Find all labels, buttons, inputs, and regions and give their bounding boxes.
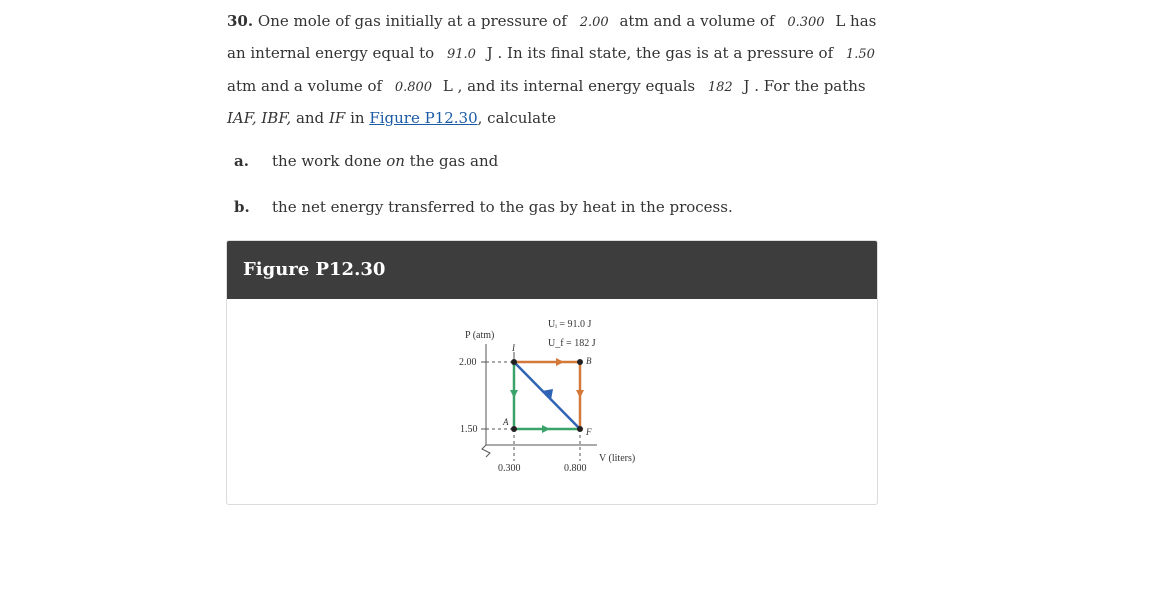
text-8: and <box>295 108 325 127</box>
path-if-text: IF <box>328 108 346 127</box>
final-energy-value: 182 <box>707 79 733 95</box>
text-4: J . In its final state, the gas is at a pressure of <box>486 44 834 63</box>
axis-break-icon <box>482 445 490 457</box>
text-5: atm and a volume of <box>227 76 383 95</box>
part-a-before: the work done <box>272 152 382 170</box>
paths-text: IAF, IBF, <box>227 108 292 127</box>
arrow-IA-icon <box>510 390 518 398</box>
final-pressure-value: 1.50 <box>845 47 875 63</box>
point-F <box>577 426 583 432</box>
final-energy-label: U_f = 182 J <box>548 338 596 349</box>
initial-energy-value: 91.0 <box>447 47 476 63</box>
text-2: atm and a volume of <box>619 12 775 30</box>
point-F-label: F <box>586 427 592 437</box>
question-parts <box>227 148 887 240</box>
point-A-label: A <box>503 417 509 427</box>
text-1: One mole of gas initially at a pressure of <box>257 12 567 30</box>
arrow-IB-icon <box>556 358 564 366</box>
pv-diagram <box>227 299 877 504</box>
initial-energy-label: Uᵢ = 91.0 J <box>548 319 592 330</box>
point-B <box>577 359 583 365</box>
x-tick-label-0-3: 0.300 <box>498 463 521 474</box>
x-tick-label-0-8: 0.800 <box>564 463 587 474</box>
x-axis-label: V (liters) <box>599 453 636 464</box>
arrow-AF-icon <box>542 425 550 433</box>
point-B-label: B <box>586 356 592 366</box>
problem-statement <box>227 6 887 133</box>
text-9: in <box>350 108 365 127</box>
y-tick-label-2: 2.00 <box>459 357 477 368</box>
part-a-text <box>272 152 498 170</box>
point-A <box>511 426 517 432</box>
figure-box <box>226 240 878 505</box>
part-a-emphasis: on <box>386 152 405 170</box>
part-b-text: the net energy transferred to the gas by heat in the process. <box>272 198 733 216</box>
point-I-label: I <box>512 343 515 353</box>
figure-title: Figure P12.30 <box>227 241 877 299</box>
part-b-label: b. <box>234 198 250 216</box>
part-b <box>227 194 887 240</box>
initial-pressure-value: 2.00 <box>579 15 609 30</box>
arrow-BF-icon <box>576 390 584 398</box>
text-10: , calculate <box>477 108 557 127</box>
initial-volume-value: 0.300 <box>787 15 825 30</box>
problem-number: 30. <box>227 12 254 30</box>
text-6: L , and its internal energy equals <box>442 76 696 95</box>
y-tick-label-1-5: 1.50 <box>460 424 478 435</box>
point-I <box>511 359 517 365</box>
part-a-after: the gas and <box>409 152 499 170</box>
y-axis-label: P (atm) <box>465 330 495 341</box>
text-3: L has an internal energy equal to <box>227 12 877 63</box>
part-a-label: a. <box>234 152 249 170</box>
text-7: J . For the paths <box>743 76 866 95</box>
part-a <box>227 148 887 194</box>
final-volume-value: 0.800 <box>394 79 433 95</box>
figure-link[interactable]: Figure P12.30 <box>369 108 478 127</box>
